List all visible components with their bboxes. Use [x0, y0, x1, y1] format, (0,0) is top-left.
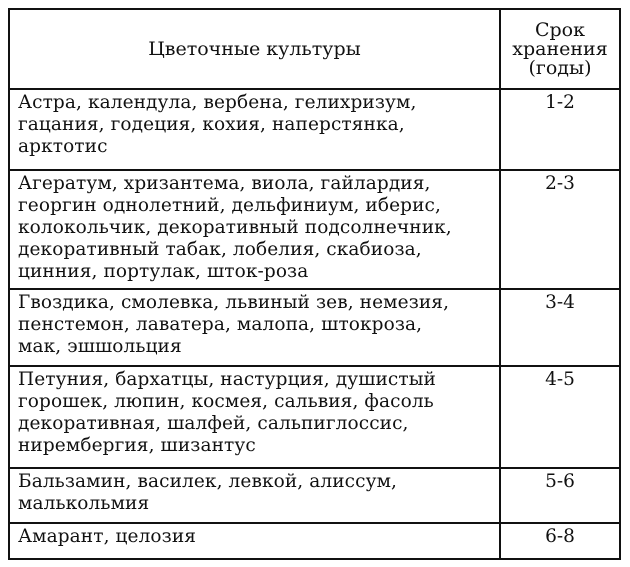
- table-row: [9, 523, 620, 559]
- crops-line: Амарант, целозия: [18, 526, 197, 547]
- crops-line: Астра, календула, вербена, гелихризум,: [18, 92, 417, 113]
- crops-line: нирембергия, шизантус: [18, 435, 256, 456]
- crops-line: Гвоздика, смолевка, львиный зев, немезия,: [18, 292, 450, 313]
- crops-line: цинния, портулак, шток-роза: [18, 261, 309, 282]
- crops-line: гацания, годеция, кохия, наперстянка,: [18, 114, 405, 135]
- crops-line: георгин однолетний, дельфиниум, иберис,: [18, 195, 441, 216]
- header-term-line: Срок: [534, 18, 585, 41]
- crops-line: горошек, люпин, космея, сальвия, фасоль: [18, 391, 434, 412]
- table-row: [9, 289, 620, 366]
- crops-line: арктотис: [18, 136, 108, 157]
- table-row: [9, 170, 620, 289]
- storage-term-cell: 2-3: [500, 170, 620, 289]
- crops-cell: [9, 289, 500, 366]
- storage-term-cell: 5-6: [500, 468, 620, 523]
- crops-line: мак, эшшольция: [18, 336, 182, 357]
- crops-line: колокольчик, декоративный подсолнечник,: [18, 217, 452, 238]
- header-storage-term: [500, 9, 620, 89]
- header-flower-crops: Цветочные культуры: [9, 9, 500, 89]
- crops-line: Бальзамин, василек, левкой, алиссум,: [18, 471, 398, 492]
- crops-line: Петуния, бархатцы, настурция, душистый: [18, 369, 436, 390]
- table-header-row: [9, 9, 620, 89]
- storage-term-cell: 4-5: [500, 366, 620, 468]
- header-term-line: (годы): [528, 56, 592, 79]
- header-term-line: хранения: [512, 37, 608, 60]
- storage-term-cell: 1-2: [500, 89, 620, 170]
- crops-line: пенстемон, лаватера, малопа, штокроза,: [18, 314, 423, 335]
- table-row: [9, 89, 620, 170]
- table-row: [9, 468, 620, 523]
- crops-line: малькольмия: [18, 493, 150, 514]
- crops-line: декоративный табак, лобелия, скабиоза,: [18, 239, 422, 260]
- crops-cell: [9, 523, 500, 559]
- crops-cell: [9, 89, 500, 170]
- storage-term-cell: 3-4: [500, 289, 620, 366]
- seed-storage-table: [8, 8, 621, 560]
- crops-cell: [9, 468, 500, 523]
- crops-cell: [9, 170, 500, 289]
- crops-line: декоративная, шалфей, сальпиглоссис,: [18, 413, 409, 434]
- crops-cell: [9, 366, 500, 468]
- table-row: [9, 366, 620, 468]
- storage-term-cell: 6-8: [500, 523, 620, 559]
- crops-line: Агератум, хризантема, виола, гайлардия,: [18, 173, 431, 194]
